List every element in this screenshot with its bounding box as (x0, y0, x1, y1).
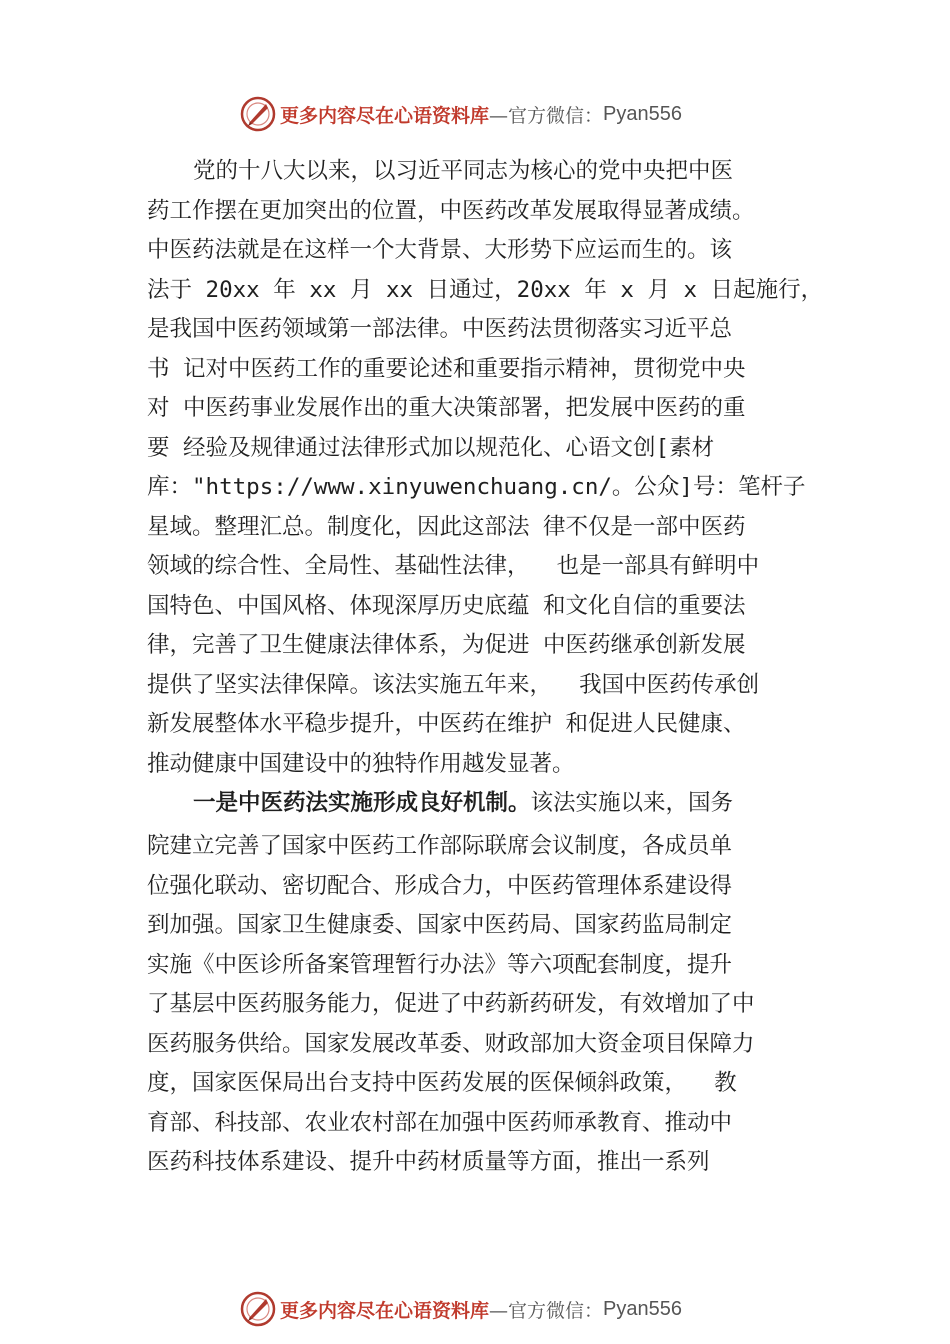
paragraph-1-line-9: 库："https://www.xinyuwenchuang.cn/。公众]号：笔杆子 (147, 474, 806, 500)
paragraph-1-line-5: 是我国中医药领域第一部法律。中医药法贯彻落实习近平总 (147, 316, 733, 342)
paragraph-1-line-16: 推动健康中国建设中的独特作用越发显著。 (147, 751, 575, 777)
paragraph-1-line-6: 书 记对中医药工作的重要论述和重要指示精神，贯彻党中央 (147, 356, 746, 382)
paragraph-1-line-1: 党的十八大以来，以习近平同志为核心的党中央把中医 (193, 158, 734, 184)
paragraph-1-line-4: 法于 20xx 年 xx 月 xx 日通过，20xx 年 x 月 x 日起施行， (147, 277, 824, 303)
paragraph-1-line-8: 要 经验及规律通过法律形式加以规范化、心语文创[素材 (147, 435, 715, 461)
paragraph-1-line-11: 领域的综合性、全局性、基础性法律， 也是一部具有鲜明中 (147, 553, 760, 579)
paragraph-2-line-2: 院建立完善了国家中医药工作部际联席会议制度，各成员单 (147, 833, 733, 859)
paragraph-2-line-1 (193, 783, 733, 823)
paragraph-1-line-14: 提供了坚实法律保障。该法实施五年来， 我国中医药传承创 (147, 672, 760, 698)
paragraph-2-line-10: 医药科技体系建设、提升中药材质量等方面，推出一系列 (147, 1149, 710, 1175)
paragraph-2-line-5: 实施《中医诊所备案管理暂行办法》等六项配套制度，提升 (147, 952, 733, 978)
quill-pen-logo-icon (240, 1291, 276, 1327)
banner-separator-label: —官方微信： (489, 104, 604, 127)
footer-banner (0, 1289, 950, 1329)
paragraph-2-line-3: 位强化联动、密切配合、形成合力，中医药管理体系建设得 (147, 873, 733, 899)
paragraph-2-line-9: 育部、科技部、农业农村部在加强中医药师承教育、推动中 (147, 1110, 733, 1136)
banner-title: 更多内容尽在心语资料库 (280, 104, 490, 127)
paragraph-1-line-3: 中医药法就是在这样一个大背景、大形势下应运而生的。该 (147, 237, 733, 263)
paragraph-2-lead-sentence: 一是中医药法实施形成良好机制。 (193, 790, 531, 816)
banner-separator-label: —官方微信： (489, 1299, 604, 1322)
paragraph-1-line-7: 对 中医药事业发展作出的重大决策部署，把发展中医药的重 (147, 395, 746, 421)
paragraph-2-first-line-rest: 该法实施以来，国务 (530, 790, 734, 816)
banner-wechat-id: Pyan556 (603, 102, 682, 125)
footer-banner-content (240, 1289, 682, 1329)
paragraph-1-line-10: 星域。整理汇总。制度化，因此这部法 律不仅是一部中医药 (147, 514, 746, 540)
paragraph-1-line-2: 药工作摆在更加突出的位置，中医药改革发展取得显著成绩。 (147, 198, 755, 224)
paragraph-2-line-4: 到加强。国家卫生健康委、国家中医药局、国家药监局制定 (147, 912, 733, 938)
paragraph-2-line-7: 医药服务供给。国家发展改革委、财政部加大资金项目保障力 (147, 1031, 755, 1057)
paragraph-1-line-13: 律，完善了卫生健康法律体系，为促进 中医药继承创新发展 (147, 632, 746, 658)
banner-wechat-id: Pyan556 (603, 1297, 682, 1320)
paragraph-1-line-15: 新发展整体水平稳步提升，中医药在维护 和促进人民健康、 (147, 711, 746, 737)
paragraph-1-line-12: 国特色、中国风格、体现深厚历史底蕴 和文化自信的重要法 (147, 593, 746, 619)
banner-title: 更多内容尽在心语资料库 (280, 1299, 490, 1322)
paragraph-2-line-8: 度，国家医保局出台支持中医药发展的医保倾斜政策， 教 (147, 1070, 737, 1096)
paragraph-2-line-6: 了基层中医药服务能力，促进了中药新药研发，有效增加了中 (147, 991, 755, 1017)
